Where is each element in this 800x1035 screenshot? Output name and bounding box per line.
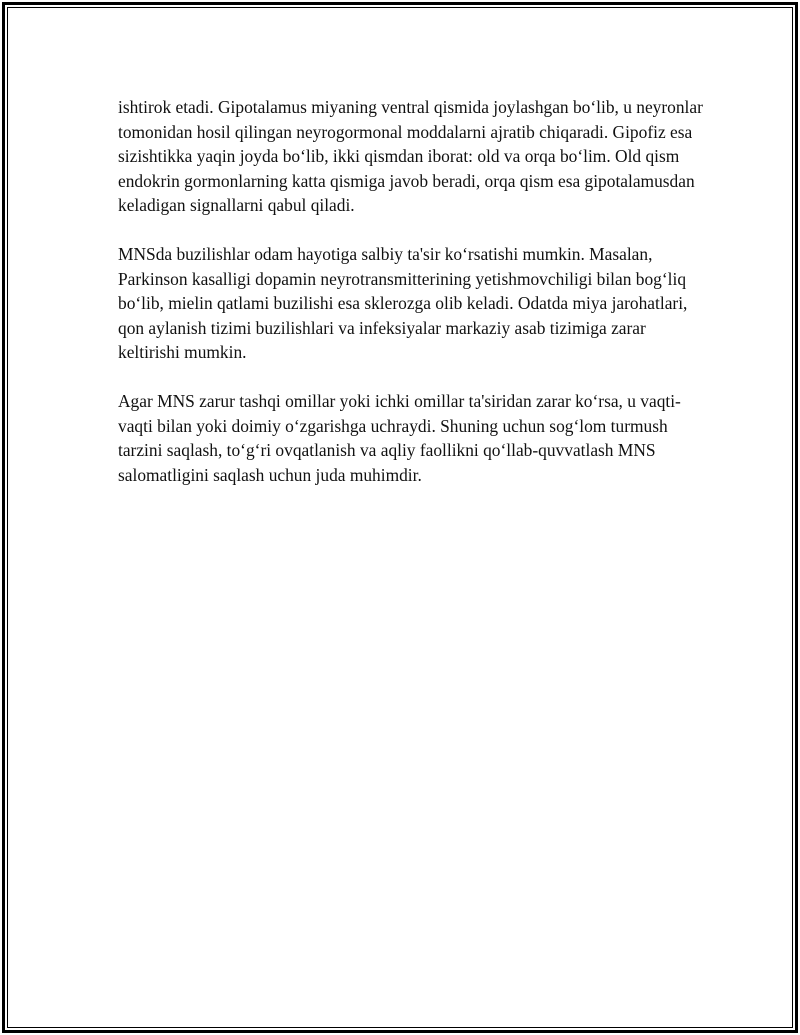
- paragraph-1: ishtirok etadi. Gipotalamus miyaning ventral qismida joylashgan bo‘lib, u neyronlar tomonidan hosil qilingan neyrogormonal moddalarni ajratib chiqaradi. Gipofiz esa sizishtikka yaqin joyda bo‘lib, ikki qismdan iborat: old va orqa bo‘lim. Old qism endokrin gormonlarning katta qismiga javob beradi, orqa qism esa gipotalamusdan keladigan signallarni qabul qiladi.: [118, 97, 703, 215]
- paragraph-3: Agar MNS zarur tashqi omillar yoki ichki omillar ta'siridan zarar ko‘rsa, u vaqti-vaqti bilan yoki doimiy o‘zgarishga uchraydi. Shuning uchun sog‘lom turmush tarzini saqlash, to‘g‘ri ovqatlanish va aqliy faollikni qo‘llab-quvvatlash MNS salomatligini saqlash uchun juda muhimdir.: [118, 391, 681, 485]
- page-frame: [2, 2, 798, 1033]
- paragraph-2: MNSda buzilishlar odam hayotiga salbiy ta'sir ko‘rsatishi mumkin. Masalan, Parkinson kasalligi dopamin neyrotransmitterining yetishmovchiligi bilan bog‘liq bo‘lib, mielin qatlami buzilishi esa sklerozga olib keladi. Odatda miya jarohatlari, qon aylanish tizimi buzilishlari va infeksiyalar markaziy asab tizimiga zarar keltirishi mumkin.: [118, 244, 688, 362]
- document-body: [118, 95, 708, 512]
